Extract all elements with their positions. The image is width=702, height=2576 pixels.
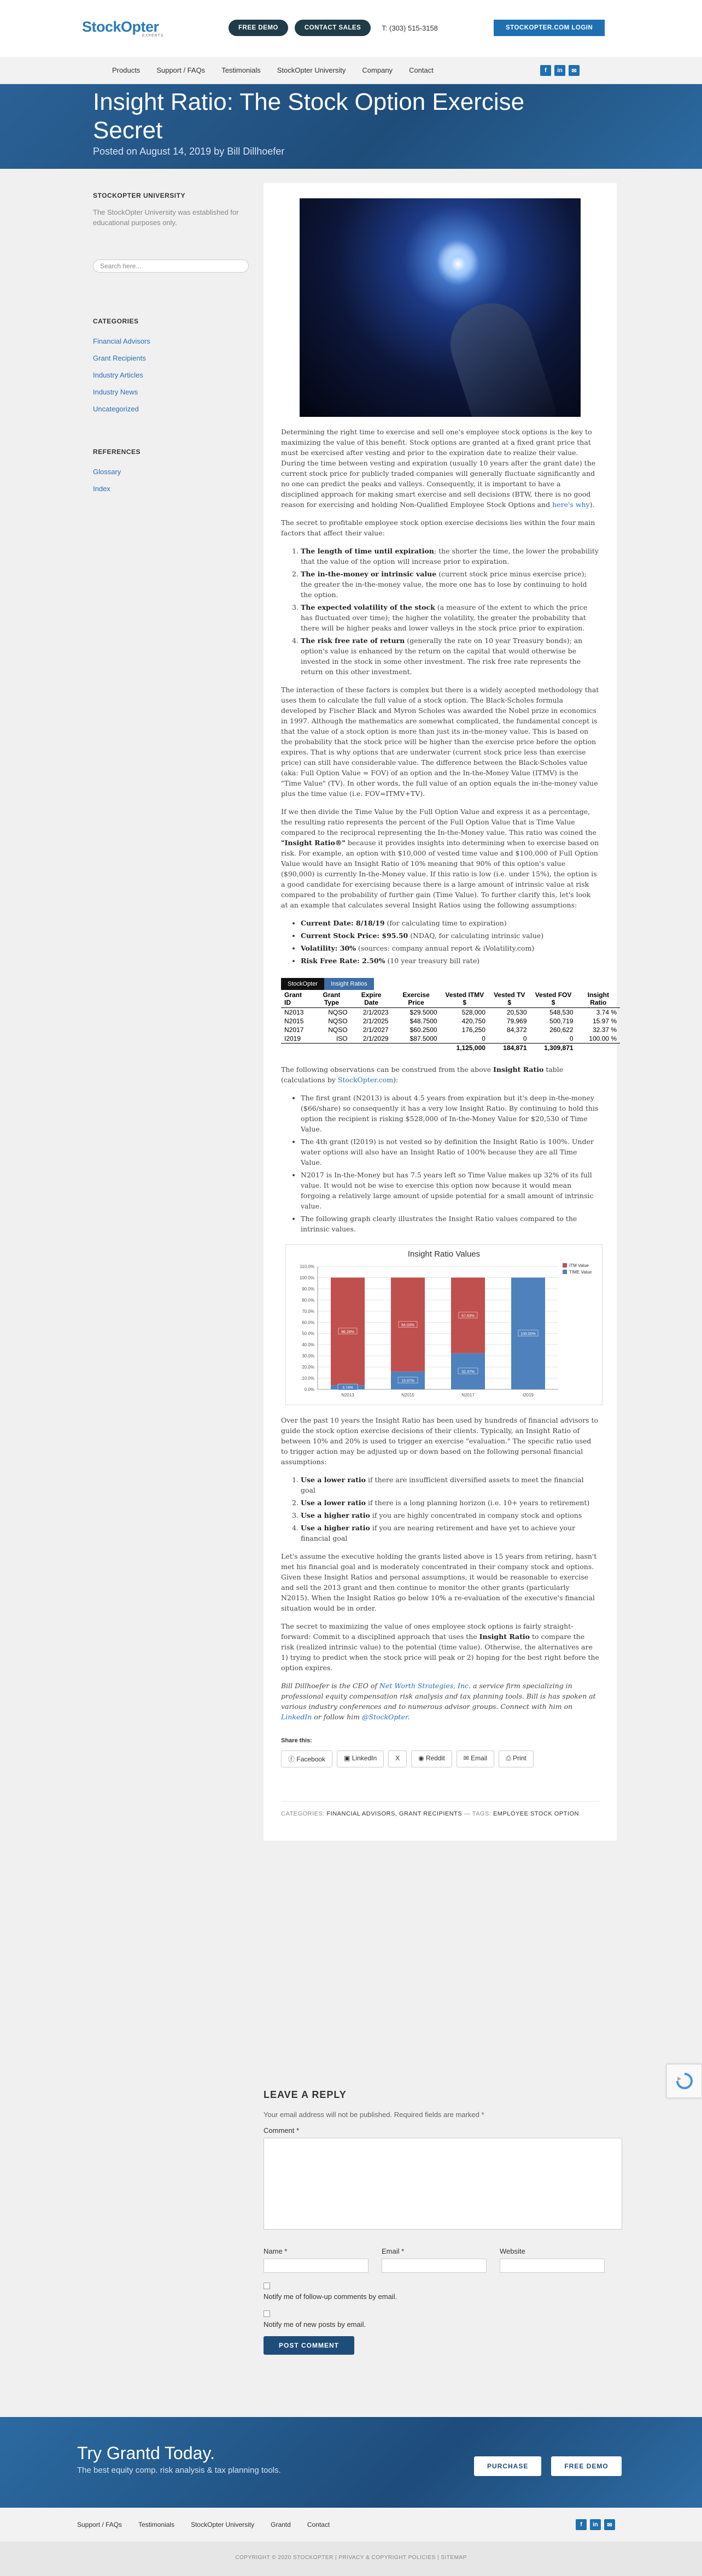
share-email-button[interactable]: ✉ Email — [457, 1750, 494, 1767]
share-x-button[interactable]: X — [388, 1750, 407, 1767]
list-item: 4. Use a higher ratio if you are nearing retirement and have yet to achieve your financial goal — [301, 1523, 599, 1543]
x-tick-label: N2017 — [461, 1393, 475, 1398]
notify-posts-checkbox[interactable] — [264, 2310, 270, 2317]
data-label-tv: 3.74% — [342, 1386, 353, 1390]
table-cell: NQSO — [328, 1009, 348, 1016]
data-label-tv: 100.00% — [520, 1332, 536, 1336]
list-item: • The following graph clearly illustrates the Insight Ratio values compared to the intrinsic values. — [301, 1213, 599, 1234]
sidebar-item-glossary[interactable]: Glossary — [93, 468, 121, 476]
chart-title: Insight Ratio Values — [407, 1249, 481, 1259]
legend-label: ITM Value — [569, 1263, 589, 1268]
y-tick-label: 60.0% — [302, 1320, 314, 1325]
table-cell: 2/1/2027 — [362, 1026, 389, 1034]
table-cell: I2019 — [284, 1035, 301, 1042]
footer-nav — [0, 2508, 702, 2542]
table-tabs — [281, 978, 599, 990]
share-buttons — [281, 1750, 599, 1767]
cta-title: Try Grantd Today. — [77, 2443, 215, 2463]
table-cell: N2015 — [284, 1017, 304, 1025]
notify-comments — [264, 2283, 635, 2301]
tab-insight-ratios: Insight Ratios — [324, 978, 374, 990]
y-tick-label: 70.0% — [302, 1308, 314, 1314]
table-cell: $29.5000 — [410, 1009, 437, 1016]
categories-label: CATEGORIES: — [281, 1811, 325, 1817]
data-label-tv: 15.97% — [401, 1379, 414, 1383]
sidebar-university-text: The StockOpter University was established for educational purposes only. — [93, 208, 239, 227]
list-item: • Current Stock Price: $95.50 (NDAQ, for calculating intrinsic value) — [301, 930, 599, 941]
data-label-itm: 96.26% — [341, 1330, 354, 1334]
table-cell: 100.00 % — [589, 1035, 617, 1042]
footer-link-university[interactable]: StockOpter University — [191, 2521, 255, 2528]
website-label: Website — [500, 2247, 525, 2255]
column-header: Grant Type — [312, 990, 350, 1008]
facebook-icon[interactable]: f — [540, 65, 551, 76]
table-cell: 0 — [523, 1035, 527, 1042]
table-cell: N2017 — [284, 1026, 304, 1034]
table-row — [281, 1017, 620, 1025]
recaptcha-icon — [675, 2072, 694, 2090]
table-cell: 420,750 — [461, 1017, 485, 1025]
list-item: 1. The length of time until expiration; the shorter the time, the lower the probability that the value of the option will increase prior to expiration. — [301, 546, 599, 567]
table-cell: ISO — [336, 1035, 348, 1042]
x-tick-label: I2019 — [522, 1393, 534, 1398]
list-item: 4. The risk free rate of return (generally the rate on 10 year Treasury bonds); an option's value is enhanced by the return on the capital that would otherwise be invested in the stock in some other investment. The risk free rate represents the return on this other investment. — [301, 635, 599, 677]
share-print-button[interactable]: ⎙ Print — [499, 1750, 534, 1767]
purchase-button[interactable]: PURCHASE — [474, 2456, 541, 2476]
main-nav — [0, 57, 702, 84]
list-item: 3. The expected volatility of the stock (a measure of the extent to which the price has fluctuated over time); the higher the volatility, the greater the probability that there will be higher peaks and lower valleys in the stock price prior to expiration. — [301, 602, 599, 633]
table-cell — [577, 1044, 620, 1053]
logo-subtext: EXPERTS — [142, 33, 164, 38]
table-cell — [392, 1044, 441, 1053]
share-linkedin-button[interactable]: ▣ LinkedIn — [337, 1750, 384, 1767]
table-cell: N2013 — [284, 1009, 304, 1016]
table-cell — [351, 1044, 392, 1053]
categories-links[interactable]: FINANCIAL ADVISORS, GRANT RECIPIENTS — [326, 1811, 463, 1817]
assumptions-list — [301, 918, 599, 966]
table-cell: 79,969 — [506, 1017, 527, 1025]
table-cell: 0 — [569, 1035, 574, 1042]
linkedin-icon[interactable]: in — [590, 2519, 601, 2530]
y-tick-label: 0.0% — [304, 1387, 314, 1392]
table-header-row — [281, 990, 620, 1008]
column-header: Vested FOV $ — [530, 990, 577, 1008]
legend-swatch — [563, 1263, 567, 1268]
table-cell: 184,871 — [489, 1044, 530, 1053]
sidebar — [93, 192, 251, 497]
table-cell — [281, 1044, 312, 1053]
table-cell: 2/1/2025 — [362, 1017, 389, 1025]
logo-text: StockOpter — [82, 18, 159, 35]
recaptcha-badge[interactable] — [666, 2064, 702, 2098]
search-input[interactable]: Search here... — [93, 260, 249, 273]
insight-ratio-table — [281, 990, 620, 1052]
email-icon[interactable]: ✉ — [569, 65, 580, 76]
facebook-icon[interactable]: f — [576, 2519, 587, 2530]
list-item: • Current Date: 8/18/19 (for calculating time to expiration) — [301, 918, 599, 928]
reply-heading: LEAVE A REPLY — [264, 2089, 347, 2100]
footer-link-support[interactable]: Support / FAQs — [77, 2521, 122, 2528]
glow-shape — [436, 242, 480, 286]
list-item: • The 4th grant (I2019) is not vested so by definition the Insight Ratio is 100%. Under water options will also have an Insight Ratio of 100% because they are all Time Value. — [301, 1136, 599, 1168]
post-taxonomy: CATEGORIES: FINANCIAL ADVISORS, GRANT RECIPIENTS — TAGS: EMPLOYEE STOCK OPTION — [281, 1801, 599, 1819]
notify-posts — [264, 2310, 635, 2329]
y-tick-label: 100.0% — [299, 1275, 314, 1281]
sidebar-item-financial-advisors[interactable]: Financial Advisors — [93, 337, 150, 345]
nav-university[interactable]: StockOpter University — [277, 66, 346, 74]
twitter-link[interactable]: @StockOpter — [362, 1713, 408, 1721]
chart-svg — [286, 1245, 602, 1403]
data-label-itm: 67.63% — [461, 1314, 475, 1318]
table-cell: 548,530 — [549, 1009, 574, 1016]
footer-social — [576, 2519, 615, 2530]
insight-ratio-chart — [285, 1244, 602, 1405]
column-header: Grant ID — [281, 990, 312, 1008]
list-item: 1. Use a lower ratio if there are insufficient diversified assets to meet the financial goal — [301, 1475, 599, 1495]
table-cell: $87.5000 — [410, 1035, 437, 1042]
y-tick-label: 50.0% — [302, 1331, 314, 1336]
data-label-itm: 84.03% — [401, 1323, 414, 1328]
net-worth-strategies-link[interactable]: Net Worth Strategies, Inc — [379, 1682, 469, 1690]
paragraph-example: Let's assume the executive holding the grants listed above is 15 years from retiring, hasn't met his financial goal and is moderately concentrated in their company stock and options. Given these Insight Ratios and personal assumptions, it would be reasonable to exercise and sell the 2013 grant and then continue to monitor the other grants (particularly N2015). When the Insight Ratios go below 10% a re-evaluation of the executive's financial situation would be in order. — [281, 1552, 597, 1612]
list-item: 3. Use a higher ratio if you are highly concentrated in company stock and options — [301, 1510, 599, 1520]
post-meta: Posted on August 14, 2019 by Bill Dillhoefer — [93, 146, 285, 157]
cta-free-demo-button[interactable]: FREE DEMO — [551, 2456, 621, 2476]
table-totals-row — [281, 1044, 620, 1053]
nav-contact[interactable]: Contact — [409, 66, 434, 74]
comment-fields — [264, 2247, 635, 2273]
copyright: COPYRIGHT © 2020 STOCKOPTER | PRIVACY & COPYRIGHT POLICIES | SITEMAP — [0, 2542, 702, 2576]
table-cell: $60.2500 — [410, 1026, 437, 1034]
email-icon: ✉ — [463, 1754, 469, 1762]
cta-subtitle: The best equity comp. risk analysis & tax planning tools. — [77, 2466, 281, 2475]
observations-list — [301, 1093, 599, 1234]
paragraph-usage: Over the past 10 years the Insight Ratio has been used by hundreds of financial advisors to guide the stock option exercise decisions of their clients. Typically, an Insight Ratio of between 10% and 20% is used to trigger an exercise "evaluation." The specific ratio used to trigger action may be adjusted up or down based on the following personal financial assumptions: — [281, 1416, 598, 1466]
column-header: Vested ITMV $ — [441, 990, 489, 1008]
share-heading: Share this: — [281, 1737, 312, 1744]
x-tick-label: N2013 — [341, 1393, 354, 1398]
table-row — [281, 1025, 620, 1034]
stockopter-link[interactable]: StockOpter.com — [337, 1076, 394, 1084]
share-facebook-button[interactable]: ⓕ Facebook — [281, 1750, 332, 1767]
nav-support[interactable]: Support / FAQs — [156, 66, 206, 74]
list-item: 2. Use a lower ratio if there is a long planning horizon (i.e. 10+ years to retirement) — [301, 1498, 599, 1508]
notify-comments-checkbox[interactable] — [264, 2283, 270, 2289]
table-row — [281, 1008, 620, 1017]
table-cell: 1,309,871 — [530, 1044, 577, 1053]
list-item: 2. The in-the-money or intrinsic value (current stock price minus exercise price); the greater the in-the-money value, the more one has to lose by continuing to hold the option. — [301, 569, 599, 600]
post-comment-button[interactable]: POST COMMENT — [264, 2336, 354, 2355]
table-cell: 20,530 — [506, 1009, 527, 1016]
footer-link-grantd[interactable]: Grantd — [271, 2521, 291, 2528]
comment-textarea[interactable] — [264, 2138, 622, 2230]
table-cell: 260,622 — [549, 1026, 574, 1034]
site-header — [0, 0, 702, 57]
footer-link-testimonials[interactable]: Testimonials — [138, 2521, 175, 2528]
tab-stockopter: StockOpter — [281, 978, 324, 990]
heres-why-link[interactable]: here's why — [552, 500, 590, 509]
column-header: Exercise Price — [392, 990, 441, 1008]
paragraph-observations-intro: The following observations can be construed from the above Insight Ratio table (calculations by StockOpter.com): — [281, 1065, 564, 1084]
nav-testimonials[interactable]: Testimonials — [221, 66, 261, 74]
comment-form — [264, 2089, 635, 2355]
footer-link-contact[interactable]: Contact — [307, 2521, 330, 2528]
y-tick-label: 90.0% — [302, 1286, 314, 1292]
facebook-icon: ⓕ — [288, 1755, 295, 1763]
linkedin-icon: ▣ — [344, 1754, 350, 1762]
paragraph-insight-ratio: If we then divide the Time Value by the Full Option Value and express it as a percentage, the resulting ratio represents the percent of the Full Option Value that is Time Value compared to the reciprocal representing the In-the-Money value. This ratio was coined the "Insight Ratio®" because it provides insights into determining when to exercise based on risk. For example, an option with $10,000 of vested time value and $100,000 of Full Option Value would have an Insight Ratio of 10% meaning that 90% of this option's value ($90,000) is currently In-the-Money value. If this ratio is low (i.e. under 15%), the option is a good candidate for exercising because there is a large amount of intrinsic value at risk compared to the probability of further gain (Time Value). To further clarify this, let's look at an example that calculates several Insight Ratios using the following assumptions: — [281, 807, 599, 909]
table-cell: NQSO — [328, 1017, 348, 1025]
y-tick-label: 10.0% — [302, 1376, 314, 1381]
sidebar-university-heading: STOCKOPTER UNIVERSITY — [93, 192, 185, 199]
nav-company[interactable]: Company — [362, 66, 393, 74]
email-field[interactable] — [382, 2259, 487, 2273]
contact-sales-button[interactable]: CONTACT SALES — [295, 20, 371, 36]
paragraph-secret: The secret to maximizing the value of ones employee stock options is fairly straight-forward: Commit to a disciplined approach that uses the Insight Ratio to compare the risk (realized intrinsic value) to the potential (time value). Otherwise, the alternatives are 1) trying to predict when the stock price will peak or 2) hoping for the best right before the option expires. — [281, 1622, 599, 1672]
website-field[interactable] — [500, 2259, 605, 2273]
sidebar-references-heading: REFERENCES — [93, 448, 141, 456]
table-cell: $48.7500 — [410, 1017, 437, 1025]
legend-label: TIME Value — [569, 1270, 592, 1275]
print-icon: ⎙ — [506, 1754, 511, 1762]
tags-label: TAGS: — [472, 1811, 492, 1817]
list-item: • Risk Free Rate: 2.50% (10 year treasury bill rate) — [301, 956, 599, 966]
table-cell: 0 — [482, 1035, 485, 1042]
sidebar-item-grant-recipients[interactable]: Grant Recipients — [93, 354, 146, 362]
name-field[interactable] — [264, 2259, 368, 2273]
free-demo-button[interactable]: FREE DEMO — [229, 20, 288, 36]
sidebar-item-index[interactable]: Index — [93, 485, 110, 493]
notify-posts-label: Notify me of new posts by email. — [264, 2320, 366, 2329]
y-tick-label: 40.0% — [302, 1342, 314, 1348]
cta-banner — [0, 2417, 702, 2508]
paragraph-intro: Determining the right time to exercise and sell one's employee stock options is the key to maximizing the value of this benefit. Stock options are granted at a fixed grant price that must be exercised after vesting and prior to the expiration date to realize their value. During the time between vesting and expiration (usually 10 years after the grant date) the current stock price for publicly traded companies will generally fluctuate significantly and no one can predict the peaks and valleys. Consequently, it is important to have a disciplined approach for making smart exercise and sell decisions (BTW, there is no good reason for exercising and holding Non-Qualified Employee Stock Options and here's why). — [281, 428, 596, 509]
email-icon[interactable]: ✉ — [604, 2519, 615, 2530]
list-item: • Volatility: 30% (sources: company annual report & iVolatility.com) — [301, 943, 599, 953]
page-hero — [0, 84, 702, 169]
table-cell: 176,250 — [461, 1026, 485, 1034]
sidebar-categories-heading: CATEGORIES — [93, 317, 139, 325]
share-reddit-button[interactable]: ◉ Reddit — [411, 1750, 452, 1767]
table-cell: NQSO — [328, 1026, 348, 1034]
page-title: Insight Ratio: The Stock Option Exercise Secret — [93, 89, 525, 144]
y-tick-label: 110.0% — [300, 1264, 314, 1269]
table-cell: 84,372 — [506, 1026, 527, 1034]
comment-label: Comment * — [264, 2126, 300, 2135]
table-cell: 500,719 — [549, 1017, 574, 1025]
reply-note: Your email address will not be published. Required fields are marked * — [264, 2111, 484, 2119]
table-cell: 32.37 % — [592, 1026, 617, 1034]
list-item: • N2017 is In-the-Money but has 7.5 years left so Time Value makes up 32% of its full value. It would not be wise to exercise this option now because it would mean forgoing a relatively large amount of upside potential for a small amount of intrinsic value. — [301, 1170, 599, 1211]
ratio-rules-list — [301, 1475, 599, 1543]
column-header: Expire Date — [351, 990, 392, 1008]
notify-comments-label: Notify me of follow-up comments by email. — [264, 2292, 397, 2301]
social-links — [540, 65, 580, 76]
paragraph-factors-intro: The secret to profitable employee stock option exercise decisions lies within the four main factors that affect their value: — [281, 518, 595, 537]
table-cell: 1,125,000 — [441, 1044, 489, 1053]
sidebar-item-industry-articles[interactable]: Industry Articles — [93, 371, 143, 379]
data-label-tv: 32.37% — [461, 1370, 475, 1374]
column-header: Vested TV $ — [489, 990, 530, 1008]
y-tick-label: 20.0% — [302, 1365, 314, 1370]
factors-list — [301, 546, 599, 677]
logo[interactable] — [82, 17, 180, 39]
article — [264, 183, 617, 1841]
sidebar-item-industry-news[interactable]: Industry News — [93, 388, 138, 396]
author-bio: Bill Dillhoefer is the CEO of Net Worth Strategies, Inc. a service firm specializing in professional equity compensation risk analysis and tax planning tools. Bill is has spoken at various industry conferences and to numerous advisor groups. Connect with him on LinkedIn or follow him @StockOpter. — [281, 1682, 596, 1721]
phone-number[interactable]: T: (303) 515-3158 — [382, 23, 438, 32]
table-row — [281, 1034, 620, 1044]
name-label: Name * — [264, 2247, 288, 2255]
hand-shape — [440, 293, 559, 417]
column-header: Insight Ratio — [577, 990, 620, 1008]
tags-links[interactable]: EMPLOYEE STOCK OPTION — [493, 1811, 579, 1817]
legend-swatch — [563, 1270, 567, 1274]
list-item: • The first grant (N2013) is about 4.5 years from expiration but it's deep in-the-money ($66/share) so consequently it has a very low Insight Ratio. By continuing to hold this option the recipient is risking $528,000 of In-the-Money Value for $20,530 of Time Value. — [301, 1093, 599, 1134]
table-cell — [312, 1044, 350, 1053]
reddit-icon: ◉ — [418, 1754, 424, 1762]
table-cell: 15.97 % — [592, 1017, 617, 1025]
table-cell: 2/1/2029 — [362, 1035, 389, 1042]
linkedin-icon[interactable]: in — [554, 65, 565, 76]
login-button[interactable]: STOCKOPTER.COM LOGIN — [494, 20, 605, 36]
table-cell: 3.74 % — [596, 1009, 617, 1016]
x-tick-label: N2015 — [401, 1393, 414, 1398]
sidebar-item-uncategorized[interactable]: Uncategorized — [93, 405, 139, 413]
table-cell: 528,000 — [461, 1009, 485, 1016]
y-tick-label: 30.0% — [302, 1353, 314, 1359]
email-label: Email * — [382, 2247, 405, 2255]
table-cell: 2/1/2023 — [362, 1009, 389, 1016]
linkedin-link[interactable]: LinkedIn — [281, 1713, 312, 1721]
y-tick-label: 80.0% — [302, 1298, 314, 1303]
nav-products[interactable]: Products — [112, 66, 141, 74]
paragraph-black-scholes: The interaction of these factors is complex but there is a widely accepted methodology that uses them to calculate the full value of a stock option. The Black-Scholes formula developed by Fischer Black and Myron Scholes was awarded the Nobel prize in economics in 1997. Although the mathematics are somewhat complicated, the fundamental concept is that the value of a stock option is more than just its in-the-money value. This is based on the probability that the stock price will be higher than the exercise price before the option expires. That is why options that are underwater (current stock price less than exercise price) can still have considerable value. The difference between the Black-Scholes value (aka: Full Option Value = FOV) of an option and the In-the-Money Value (ITMV) is the "Time Value" (TV). In other words, the full value of an option equals the in-the-money value plus the time value (i.e. FOV=ITMV+TV). — [281, 686, 599, 798]
featured-image — [300, 198, 581, 417]
